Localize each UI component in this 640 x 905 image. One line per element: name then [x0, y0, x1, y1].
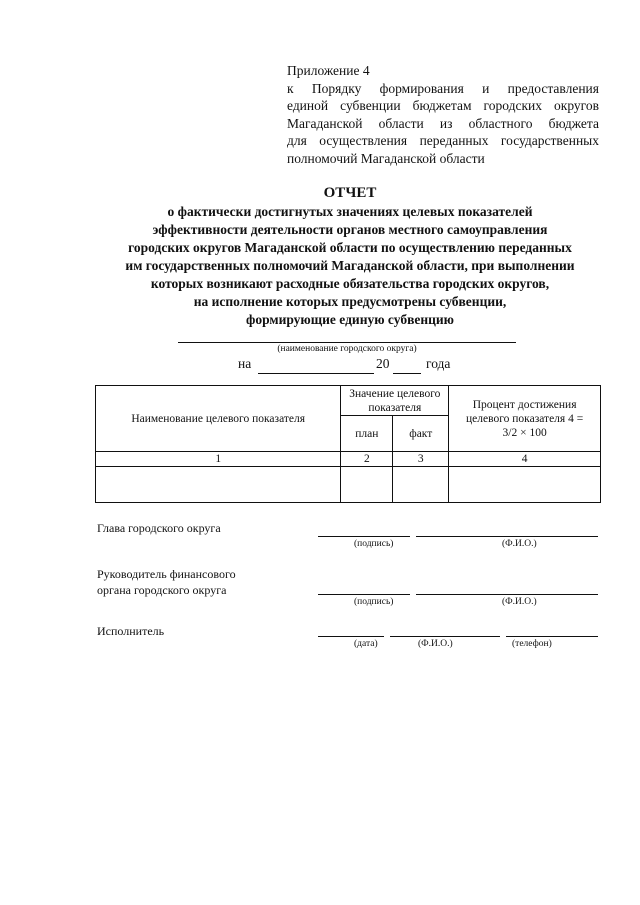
executor-date-caption: (дата): [354, 639, 378, 649]
report-subtitle: [90, 203, 610, 329]
plan-header: план: [341, 416, 393, 452]
finance-name-caption: (Ф.И.О.): [502, 597, 537, 607]
plan-cell[interactable]: [341, 467, 393, 503]
finance-head-label-line: органа городского округа: [97, 583, 227, 597]
head-signature-caption: (подпись): [354, 539, 394, 549]
fact-header: факт: [393, 416, 449, 452]
fact-cell[interactable]: [393, 467, 449, 503]
column-number: 4: [449, 452, 601, 467]
appendix-header: [287, 62, 599, 167]
finance-signature-caption: (подпись): [354, 597, 394, 607]
column-number: 1: [96, 452, 341, 467]
year-field[interactable]: [393, 373, 421, 374]
head-signature-field[interactable]: [318, 536, 410, 537]
district-name-field[interactable]: [178, 342, 516, 343]
subtitle-line: которых возникают расходные обязательства городских округов,: [150, 276, 550, 291]
executor-name-caption: (Ф.И.О.): [418, 639, 453, 649]
finance-head-label-line: Руководитель финансового: [97, 567, 236, 581]
subtitle-line: на исполнение которых предусмотрены субвенции,: [193, 294, 507, 309]
head-label: Глава городского округа: [97, 521, 221, 535]
date-century: 20: [376, 356, 390, 371]
indicator-name-header: Наименование целевого показателя: [96, 386, 341, 452]
report-title: ОТЧЕТ: [323, 185, 377, 201]
date-field[interactable]: [258, 373, 374, 374]
appendix-text-line: к Порядку формирования и предоставления: [287, 80, 599, 96]
finance-name-field[interactable]: [416, 594, 598, 595]
subtitle-line: о фактически достигнутых значениях целевых показателей: [167, 204, 533, 219]
head-name-field[interactable]: [416, 536, 598, 537]
executor-date-field[interactable]: [318, 636, 384, 637]
appendix-number: Приложение 4: [287, 63, 370, 78]
finance-head-label: [97, 566, 236, 598]
subtitle-line: городских округов Магаданской области по осуществлению переданных: [128, 240, 572, 255]
date-prefix: на: [238, 356, 252, 371]
appendix-text-line: единой субвенции бюджетам городских округов: [287, 98, 599, 113]
table-row: [96, 467, 601, 503]
appendix-text-line: для осуществления переданных государственных: [287, 133, 599, 148]
column-number: 2: [341, 452, 393, 467]
executor-phone-caption: (телефон): [512, 639, 552, 649]
date-suffix: года: [426, 356, 451, 371]
column-number: 3: [393, 452, 449, 467]
district-caption: (наименование городского округа): [277, 344, 417, 354]
report-table: [95, 385, 601, 503]
indicator-name-cell[interactable]: [96, 467, 341, 503]
percent-cell[interactable]: [449, 467, 601, 503]
executor-label: Исполнитель: [97, 624, 165, 638]
subtitle-line: им государственных полномочий Магаданской области, при выполнении: [125, 258, 575, 273]
subtitle-line: эффективности деятельности органов местного самоуправления: [152, 222, 548, 237]
executor-phone-field[interactable]: [506, 636, 598, 637]
finance-signature-field[interactable]: [318, 594, 410, 595]
head-name-caption: (Ф.И.О.): [502, 539, 537, 549]
subtitle-line: формирующие единую субвенцию: [245, 312, 455, 327]
appendix-text-line: полномочий Магаданской области: [287, 150, 485, 166]
indicator-value-header: Значение целевого показателя: [341, 386, 449, 416]
executor-name-field[interactable]: [390, 636, 500, 637]
percent-header: Процент достижения целевого показателя 4 = 3/2 × 100: [449, 386, 601, 452]
appendix-text-line: Магаданской области из областного бюджета: [287, 115, 599, 131]
